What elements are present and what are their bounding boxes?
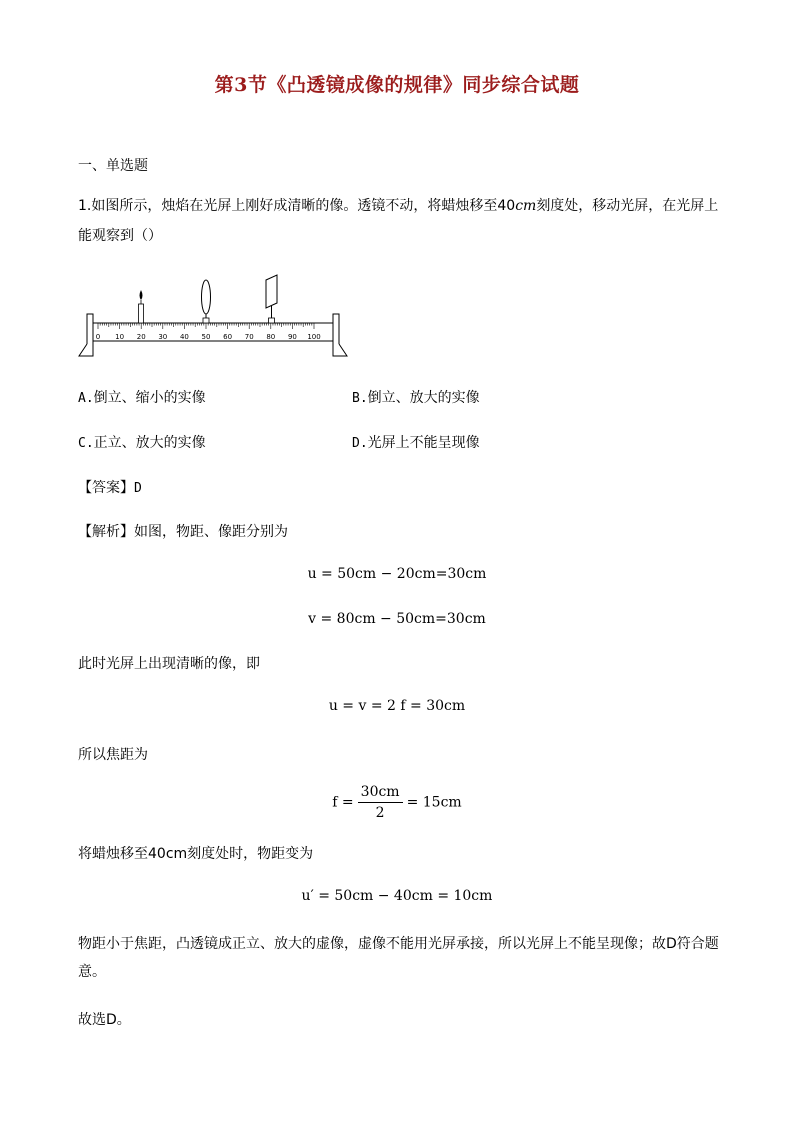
option-c-label: C.	[78, 436, 94, 451]
eq4-right: = 15cm	[406, 794, 462, 811]
option-b-text: 倒立、放大的实像	[367, 390, 480, 406]
section-heading: 一、单选题	[78, 158, 148, 174]
ruler-tick-label: 70	[244, 333, 254, 341]
option-c-text: 正立、放大的实像	[93, 435, 206, 451]
ruler-tick-label: 50	[201, 333, 211, 341]
option-a-text: 倒立、缩小的实像	[93, 390, 206, 406]
question-text-1-tail: 刻度处，移动光屏，在光屏上	[536, 198, 719, 214]
analysis-sharp-image-line: 此时光屏上出现清晰的像，即	[78, 656, 260, 672]
option-b	[352, 388, 480, 409]
equation-new-object-distance: u′ = 50cm − 40cm = 10cm	[301, 888, 493, 904]
question-line-1	[78, 196, 718, 216]
eq4-left: f =	[332, 794, 354, 811]
answer-value: D	[134, 481, 142, 496]
light-screen-icon	[266, 275, 277, 323]
equation-object-distance: u = 50cm − 20cm=30cm	[307, 566, 487, 582]
equation-focal-length	[0, 784, 794, 821]
answer-prefix: 【答案】	[78, 480, 134, 496]
final-choice: 故选D。	[78, 1012, 131, 1028]
option-b-label: B.	[352, 391, 368, 406]
question-text-1: 如图所示，烛焰在光屏上刚好成清晰的像。透镜不动，将蜡烛移至40	[91, 198, 516, 214]
question-number: 1.	[78, 198, 92, 214]
option-d-label: D.	[352, 436, 368, 451]
equation-equal-distances: u = v = 2 f = 30cm	[328, 698, 466, 714]
eq4-denominator: 2	[375, 805, 385, 821]
ruler-tick-label: 10	[115, 333, 125, 341]
option-a-label: A.	[78, 391, 94, 406]
eq4-fraction	[358, 784, 403, 821]
question-unit: cm	[515, 198, 537, 214]
analysis-conclusion-line-1: 物距小于焦距，凸透镜成正立、放大的虚像，虚像不能用光屏承接，所以光屏上不能呈现像；故D符合题	[78, 936, 719, 952]
analysis-conclusion-line-2: 意。	[78, 964, 106, 980]
analysis-prefix: 【解析】	[78, 524, 134, 540]
analysis-intro-text: 如图，物距、像距分别为	[134, 524, 288, 540]
ruler-tick-label: 80	[266, 333, 276, 341]
convex-lens-icon	[202, 280, 211, 323]
question-line-2: 能观察到（）	[78, 228, 162, 244]
bench-left-support	[79, 314, 93, 356]
ruler-tick-label: 60	[223, 333, 233, 341]
ruler-tick-label: 100	[307, 333, 321, 341]
answer-line	[78, 478, 142, 499]
ruler-tick-label: 0	[95, 333, 101, 341]
ruler-tick-label: 30	[158, 333, 168, 341]
optical-bench-figure	[76, 270, 350, 362]
bench-right-support	[333, 314, 347, 356]
analysis-intro	[78, 522, 288, 542]
page-title: 第3节《凸透镜成像的规律》同步综合试题	[214, 74, 580, 96]
candle-icon	[139, 290, 144, 323]
equation-image-distance: v = 80cm − 50cm=30cm	[308, 611, 486, 627]
analysis-move-line: 将蜡烛移至40cm刻度处时，物距变为	[78, 846, 314, 862]
option-d-text: 光屏上不能呈现像	[367, 435, 480, 451]
bench-rail	[93, 323, 333, 341]
option-d	[352, 433, 480, 454]
ruler-tick-label: 90	[287, 333, 297, 341]
option-a	[78, 388, 206, 409]
analysis-focal-line: 所以焦距为	[78, 747, 148, 763]
ruler-tick-label: 40	[179, 333, 189, 341]
option-c	[78, 433, 206, 454]
eq4-numerator: 30cm	[358, 784, 403, 803]
ruler-tick-label: 20	[136, 333, 146, 341]
